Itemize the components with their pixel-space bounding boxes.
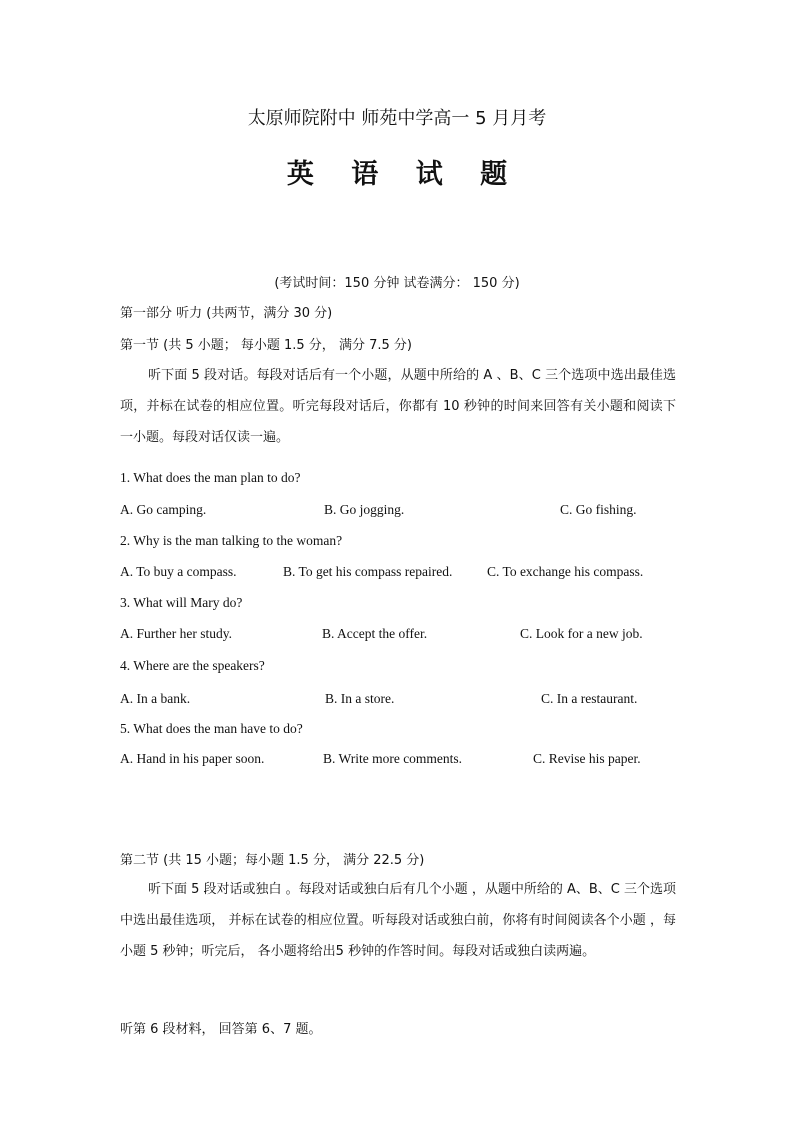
question-5: 5. What does the man have to do? <box>120 721 303 736</box>
q4-option-c: C. In a restaurant. <box>541 691 638 706</box>
q5-option-a: A. Hand in his paper soon. <box>120 751 265 766</box>
q5-option-b: B. Write more comments. <box>323 751 463 766</box>
q4-option-b: B. In a store. <box>325 691 395 706</box>
exam-info: (考试时间：150 分钟 试卷满分： 150 分) <box>274 276 520 291</box>
section2-heading: 第二节 (共 15 小题；每小题 1.5 分， 满分 22.5 分) <box>120 853 425 868</box>
question-1: 1. What does the man plan to do? <box>120 470 301 485</box>
section1-heading: 第一节 (共 5 小题； 每小题 1.5 分， 满分 7.5 分) <box>120 338 412 353</box>
q2-option-a: A. To buy a compass. <box>120 564 237 579</box>
question-3: 3. What will Mary do? <box>120 595 243 610</box>
q1-option-a: A. Go camping. <box>120 502 207 517</box>
exam-title: 英 语 试 题 <box>286 159 522 190</box>
q5-option-c: C. Revise his paper. <box>533 751 641 766</box>
q3-option-b: B. Accept the offer. <box>322 626 428 641</box>
q3-option-a: A. Further her study. <box>120 626 232 641</box>
question-2: 2. Why is the man talking to the woman? <box>120 533 343 548</box>
question-4: 4. Where are the speakers? <box>120 658 265 673</box>
material-note: 听第 6 段材料， 回答第 6、7 题。 <box>120 1022 322 1037</box>
section1-instructions: 听下面 5 段对话。每段对话后有一个小题，从题中所给的 A 、B、C 三个选项中选出最佳选项，并标在试卷的相应位置。听完每段对话后，你都有 10 秒钟的时间来回答有关小题和阅读下一小题。每段对话仅读一遍。 <box>120 368 676 445</box>
q1-option-b: B. Go jogging. <box>324 502 405 517</box>
q4-option-a: A. In a bank. <box>120 691 191 706</box>
section2-instructions: 听下面 5 段对话或独白 。每段对话或独白后有几个小题 ，从题中所给的 A、B、C 三个选项中选出最佳选项， 并标在试卷的相应位置。听每段对话或独白前，你将有时间阅读各个小题 ，每小题 5 秒钟；听完后， 各小题将给出5 秒钟的作答时间。每段对话或独白读两遍。 <box>120 882 676 959</box>
q2-option-c: C. To exchange his compass. <box>487 564 644 579</box>
q3-option-c: C. Look for a new job. <box>520 626 643 641</box>
q2-option-b: B. To get his compass repaired. <box>283 564 453 579</box>
q1-option-c: C. Go fishing. <box>560 502 637 517</box>
part1-heading: 第一部分 听力 (共两节，满分 30 分) <box>120 306 333 321</box>
school-header: 太原师院附中 师苑中学高一 5 月月考 <box>247 108 547 129</box>
